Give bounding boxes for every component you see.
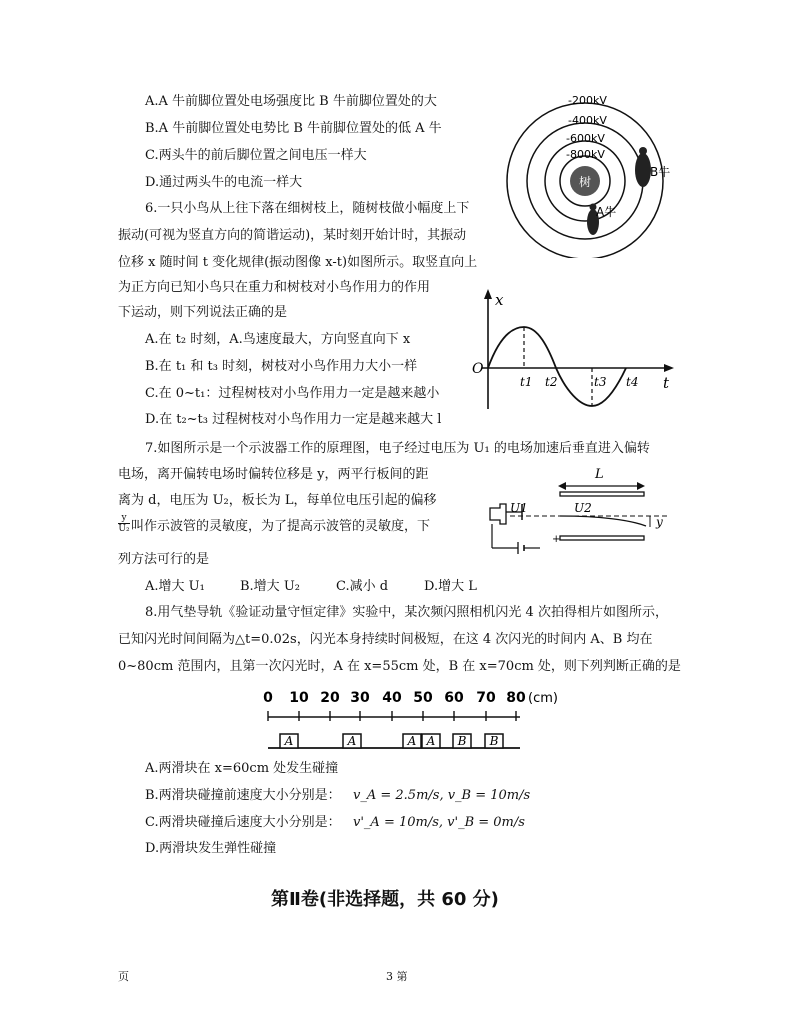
scope-L-label: L xyxy=(595,467,604,482)
scale-50: 50 xyxy=(413,690,433,706)
scale-40: 40 xyxy=(382,690,402,706)
block-a-4: A xyxy=(426,734,436,748)
footer-left: 页 xyxy=(118,970,129,983)
wave-tick-t3: t3 xyxy=(594,375,607,389)
q7-option-c: C.减小 d xyxy=(336,579,389,594)
q6-line-5: 下运动，则下列说法正确的是 xyxy=(118,305,288,320)
field-label-600: -600kV xyxy=(566,132,605,145)
scope-plus-label: + xyxy=(552,534,561,545)
footer-page-number: 3 第 xyxy=(386,970,408,983)
cow-b-icon xyxy=(635,147,651,187)
field-label-200: -200kV xyxy=(568,94,607,107)
q8-option-b: B.两滑块碰撞前速度大小分别是： xyxy=(145,788,341,803)
wave-tick-t4: t4 xyxy=(626,375,639,389)
scale-60: 60 xyxy=(444,690,464,706)
q8-option-c-formula: v'_A = 10m/s, v'_B = 0m/s xyxy=(353,815,525,830)
q6-line-1: 6.一只小鸟从上往下落在细树枝上，随树枝做小幅度上下 xyxy=(145,201,470,216)
q7-line-1: 7.如图所示是一个示波器工作的原理图，电子经过电压为 U₁ 的电场加速后垂直进入偏转 xyxy=(145,441,650,456)
block-a-1: A xyxy=(284,734,294,748)
wave-tick-t1: t1 xyxy=(520,375,533,389)
wave-axis-x-label: x xyxy=(495,291,504,309)
scale-70: 70 xyxy=(476,690,496,706)
oscilloscope-figure xyxy=(470,460,680,560)
field-label-800: -800kV xyxy=(566,148,605,161)
q5-option-a: A.A 牛前脚位置处电场强度比 B 牛前脚位置处的大 xyxy=(145,94,437,109)
air-track-figure xyxy=(258,684,578,754)
scale-0: 0 xyxy=(263,690,273,706)
section-title: 第Ⅱ卷(非选择题，共 60 分) xyxy=(271,889,499,910)
q6-line-4: 为正方向已知小鸟只在重力和树枝对小鸟作用力的作用 xyxy=(118,280,431,295)
block-a-2: A xyxy=(347,734,357,748)
scope-U1-label: U1 xyxy=(510,501,528,515)
q6-line-3: 位移 x 随时间 t 变化规律(振动图像 x-t)如图所示。取竖直向上 xyxy=(118,255,478,270)
q6-option-b: B.在 t₁ 和 t₃ 时刻，树枝对小鸟作用力大小一样 xyxy=(145,359,418,374)
block-b-1: B xyxy=(457,734,467,748)
cow-b-label: B牛 xyxy=(650,165,670,179)
tree-label: 树 xyxy=(578,175,592,189)
q6-line-2: 振动(可视为竖直方向的简谐运动)，某时刻开始计时，其振动 xyxy=(118,228,467,243)
field-label-400: -400kV xyxy=(568,114,607,127)
q8-option-a: A.两滑块在 x=60cm 处发生碰撞 xyxy=(145,761,339,776)
q7-line-2: 电场，离开偏转电场时偏转位移是 y，两平行板间的距 xyxy=(118,467,429,482)
q8-line-1: 8.用气垫导轨《验证动量守恒定律》实验中，某次频闪照相机闪光 4 次拍得相片如图所示， xyxy=(145,605,668,620)
scale-10: 10 xyxy=(289,690,309,706)
q7-option-a: A.增大 U₁ xyxy=(145,579,205,594)
q7-fraction xyxy=(118,513,130,534)
wave-origin-label: O xyxy=(472,361,484,377)
q8-option-d: D.两滑块发生弹性碰撞 xyxy=(145,841,277,856)
block-a-3: A xyxy=(407,734,417,748)
q7-option-b: B.增大 U₂ xyxy=(240,579,300,594)
scope-y-label: y xyxy=(656,515,663,529)
q8-line-2: 已知闪光时间间隔为△t=0.02s，闪光本身持续时间极短，在这 4 次闪光的时间内 A、B 均在 xyxy=(118,632,653,647)
wave-figure xyxy=(468,285,678,413)
field-figure xyxy=(500,88,670,258)
scale-30: 30 xyxy=(350,690,370,706)
q8-option-c: C.两滑块碰撞后速度大小分别是： xyxy=(145,815,341,830)
wave-tick-t2: t2 xyxy=(545,375,558,389)
q8-option-b-formula: v_A = 2.5m/s, v_B = 10m/s xyxy=(353,788,531,803)
q6-option-c: C.在 0~t₁：过程树枝对小鸟作用力一定是越来越小 xyxy=(145,386,440,401)
q7-option-d: D.增大 L xyxy=(424,579,477,594)
fraction-numerator: y xyxy=(118,513,130,524)
scope-U2-label: U2 xyxy=(574,501,592,515)
fraction-denominator: U₂ xyxy=(118,524,130,534)
scale-80: 80 xyxy=(506,690,526,706)
scale-unit: (cm) xyxy=(528,691,558,706)
q7-line-3: 离为 d，电压为 U₂，板长为 L，每单位电压引起的偏移 xyxy=(118,493,437,508)
cow-a-label: A牛 xyxy=(596,205,617,219)
q7-line-4: 叫作示波管的灵敏度，为了提高示波管的灵敏度，下 xyxy=(131,519,431,534)
q7-line-5: 列方法可行的是 xyxy=(118,552,210,567)
scale-20: 20 xyxy=(320,690,340,706)
q6-option-a: A.在 t₂ 时刻，A.鸟速度最大，方向竖直向下 x xyxy=(145,332,411,347)
wave-axis-t-label: t xyxy=(663,374,670,392)
q6-option-d: D.在 t₂~t₃ 过程树枝对小鸟作用力一定是越来越大 l xyxy=(145,412,442,427)
q5-option-b: B.A 牛前脚位置处电势比 B 牛前脚位置处的低 A 牛 xyxy=(145,121,442,136)
block-b-2: B xyxy=(489,734,499,748)
q5-option-c: C.两头牛的前后脚位置之间电压一样大 xyxy=(145,148,367,163)
q5-option-d: D.通过两头牛的电流一样大 xyxy=(145,175,303,190)
q8-line-3: 0~80cm 范围内，且第一次闪光时，A 在 x=55cm 处，B 在 x=70cm 处，则下列判断正确的是 xyxy=(118,659,681,674)
